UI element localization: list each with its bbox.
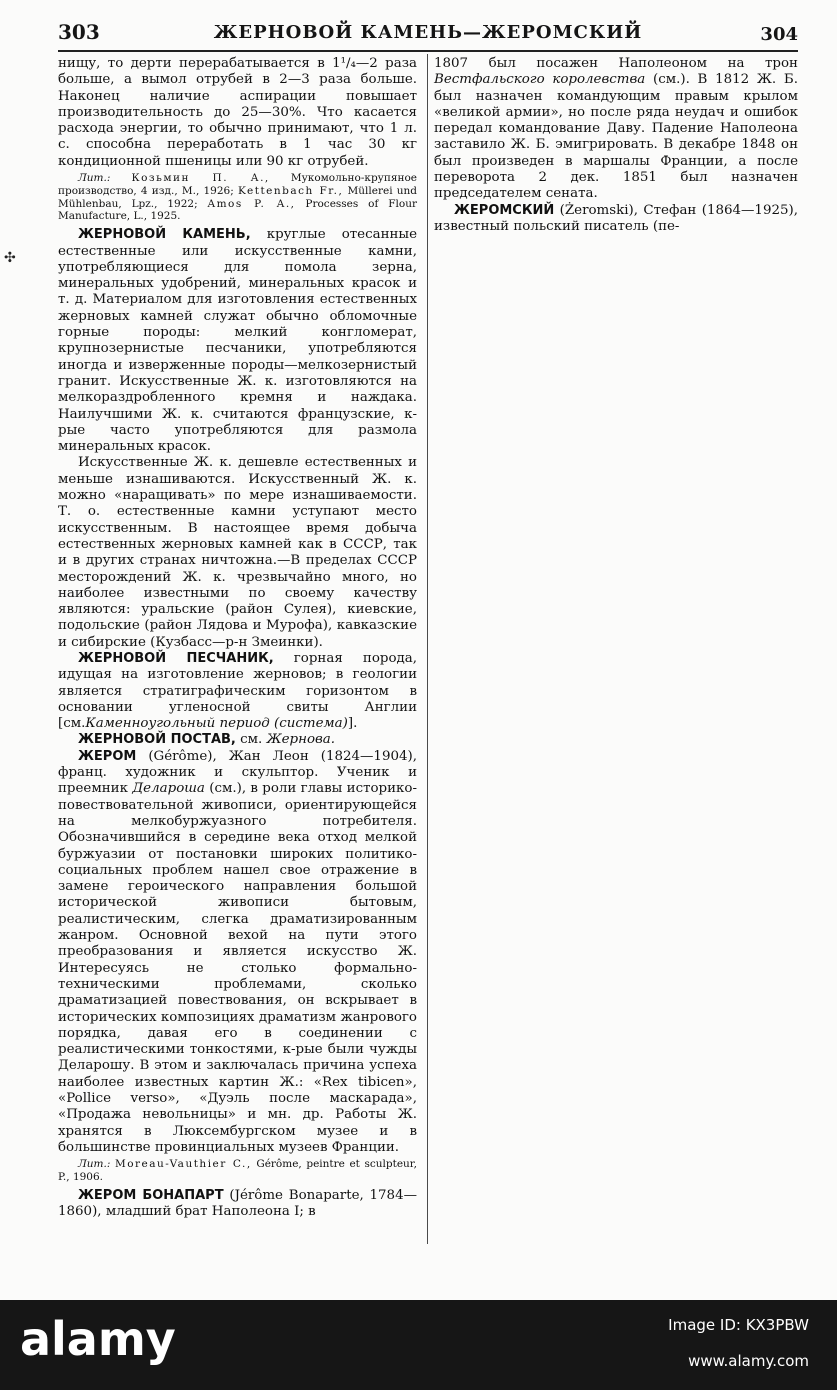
literature-block — [58, 1158, 417, 1184]
literature-author: Amos P. A., — [207, 197, 296, 210]
literature-text: Müllerei und Mühlenbau, Lpz., 1922; — [58, 184, 417, 210]
article-text: (см.), в роли главы историко-повествовательной живописи, ориентирующейся на мелкобуржуазного потребителя. Обозначившийся в середине века отход мелкой буржуазии от постановки широких политико-социальных проблем нашел свое отражение в замене героического направления большой исторической живописи бытовым, реалистическим, слегка драматизированным жанром. Основной вехой на пути этого преобразования и является искусство Ж. Интересуясь не столько формально-техническими проблемами, сколько драматизацией повествования, он вскрывает в исторических композициях драматизм жанрового порядка, давая его в соединении с реалистическими тонкостями, к-рые были чужды Деларошу. В этом и заключалась причина успеха наиболее известных картин Ж.: «Rex tibicen», «Pollice verso», «Дуэль после маскарада», «Продажа невольницы» и мн. др. Работы Ж. хранятся в Люксембургском музее и в большинстве провинциальных музеев Франции. — [58, 781, 417, 1155]
watermark-logo: alamy — [20, 1312, 176, 1366]
page-number-right: 304 — [760, 24, 798, 45]
cross-reference: Каменноугольный период (система) — [85, 716, 348, 732]
literature-text: Processes of Flour Manufacture, L., 1925. — [58, 197, 417, 223]
cross-reference: Делароша — [132, 781, 205, 797]
image-id: Image ID: KX3PBW — [668, 1316, 809, 1334]
page-number-left: 303 — [58, 20, 100, 44]
article-headword: ЖЕРНОВОЙ ПОСТАВ, — [78, 732, 236, 748]
literature-label: Лит.: — [78, 172, 111, 185]
literature-author: Козьмин П. А., — [131, 172, 270, 185]
article-gerome — [58, 749, 417, 1156]
continued-text: нищу, то дерти перерабатывается в 1¹/₄—2 раза больше, а вымол отрубей в 2—3 раза больше. Наконец наличие аспирации повышает производительность до 25—30%. Что касается расхода энергии, то обычно принимают, что 1 л. с. способна переработать в 1 час 30 кг кондиционной пшеницы или 90 кг отрубей. — [58, 56, 417, 169]
article-zeromski — [434, 203, 798, 236]
literature-text: Мукомольно-крупяное производство, 4 изд., М., 1926; — [58, 172, 418, 197]
left-column — [58, 56, 417, 1220]
article-text: (Żeromski), Стефан (1864—1925), известный польский писатель (пе- — [434, 202, 798, 234]
see-label: см. — [240, 732, 263, 748]
article-text: (Jérôme Bonaparte, 1784—1860), младший брат Наполеона I; в — [58, 1187, 417, 1220]
article-text: (см.). В 1812 Ж. Б. был назначен командующим правым крылом «великой армии», но после ряда неудач и ошибок передал командование Даву. Падение Наполеона заставило Ж. Б. эмигрировать. В декабре 1848 он был произведен в маршалы Франции, а после переворота 2 дек. 1851 был назначен председателем сената. — [434, 72, 798, 202]
article-headword: ЖЕРОМ БОНАПАРТ — [78, 1187, 224, 1203]
article-headword: ЖЕРОМСКИЙ — [454, 202, 555, 218]
article-text: Искусственные Ж. к. дешевле естественных и меньше изнашиваются. Искусственный Ж. к. можно «наращивать» по мере изнашиваемости. Т. о. естественные камни уступают место искусственным. В настоящее время добыча естественных жерновых камней как в СССР, так и в других странах ничтожна.—В пределах СССР месторождений Ж. к. чрезвычайно много, но наиболее известными по своему качеству являются: уральские (район Сулея), киевские, подольские (район Лядова и Мурофа), кавказские и сибирские (Кузбасс—р-н Змеинки). — [58, 455, 417, 650]
page-header — [58, 18, 798, 52]
article-millstone-set — [58, 732, 417, 748]
continued-paragraph — [434, 56, 798, 203]
article-headword: ЖЕРОМ — [78, 748, 137, 764]
literature-author: Moreau-Vauthier C., — [114, 1158, 252, 1171]
article-millstone — [58, 227, 417, 455]
literature-text: Gérôme, peintre et sculpteur, P., 1906. — [58, 1158, 417, 1183]
running-title: ЖЕРНОВОЙ КАМЕНЬ—ЖЕРОМСКИЙ — [213, 22, 643, 43]
image-site: www.alamy.com — [688, 1352, 809, 1370]
article-text: горная порода, идущая на изготовление жерновов; в геологии является стратиграфическим горизонтом в основании угленосной свиты Англии [см. — [58, 650, 417, 732]
literature-label: Лит.: — [78, 1158, 111, 1171]
margin-mark: ✣ — [4, 250, 16, 266]
literature-block — [58, 172, 417, 223]
right-column — [434, 56, 798, 235]
literature-author: Kettenbach Fr., — [237, 184, 344, 197]
article-text: (Gérôme), Жан Леон (1824—1904), франц. художник и скульптор. Ученик и преемник — [58, 748, 417, 797]
article-headword: ЖЕРНОВОЙ ПЕСЧАНИК, — [78, 650, 274, 666]
article-jerome-bonaparte — [58, 1188, 417, 1221]
stock-footer — [0, 1300, 837, 1390]
cross-reference: Вестфальского королевства — [434, 72, 646, 88]
article-text: 1807 был посажен Наполеоном на трон — [434, 56, 798, 71]
article-headword: ЖЕРНОВОЙ КАМЕНЬ, — [78, 227, 251, 243]
article-text: круглые отесанные естественные или искусственные камни, употребляющиеся для помола зерна, минеральных удобрений, минеральных красок и т. д. Материалом для изготовления естественных жерновых камней служат обычно обломочные горные породы: мелкий конгломерат, крупнозернистые песчаники, употребляются иногда и изверженные породы—мелкозернистый гранит. Искусственные Ж. к. изготовляются на мелкораздробленного кремня и наждака. Наилучшими Ж. к. считаются французские, к-рые часто употребляются для размола минеральных красок. — [58, 227, 418, 455]
article-paragraph — [58, 455, 417, 651]
continued-paragraph — [58, 56, 417, 170]
column-divider — [427, 54, 428, 1244]
cross-reference: Жернова. — [266, 732, 336, 748]
article-text: ]. — [347, 716, 358, 732]
article-millstone-grit — [58, 651, 417, 732]
